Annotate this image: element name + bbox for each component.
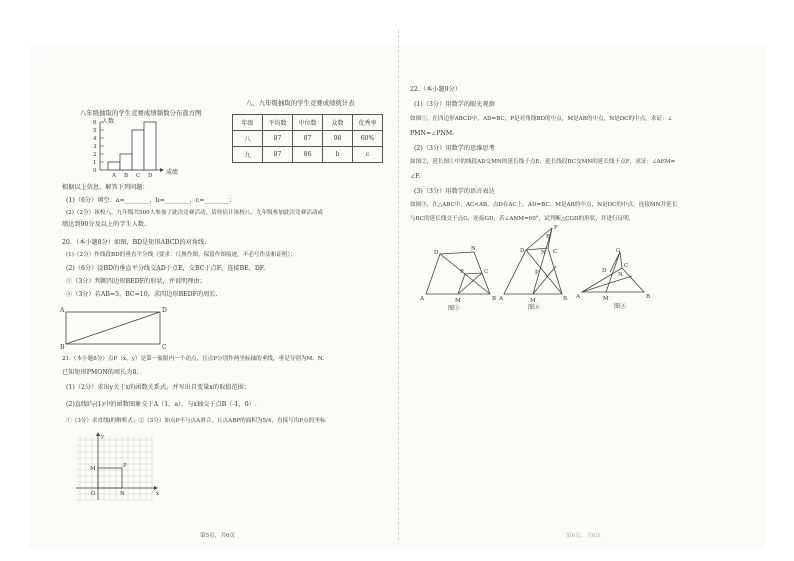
q22-section1-text: 如图①，在四边形ABCD中，AD=BC，P是对角线BD的中点，M是AB的中点，N是DC的中点，求证：∠ (410, 116, 673, 122)
fig2-label: F (554, 225, 558, 231)
q22-section3: (3)（3分）用数学的语言表达 (414, 188, 495, 195)
fig1-label: D (434, 250, 439, 256)
histogram-bar (132, 130, 144, 170)
fig3-label: B (646, 294, 651, 300)
vertex-label: B (60, 344, 65, 351)
fig3-label: N (618, 272, 623, 278)
q20-part1: (1)（2分）作线段BD的垂直平分线（要求：尺规作图，保留作图痕迹，不必写作法和证明）； (66, 252, 296, 258)
fig2-label: E (546, 234, 551, 240)
q19-part2-cont: 绩达到90分及以上的学生人数. (62, 221, 147, 228)
y-arrow-icon (96, 432, 100, 436)
graph-label: M (90, 466, 96, 472)
histogram-bar (144, 122, 156, 170)
y-tick-label: 4 (93, 136, 97, 142)
stats-table-title: 八、九年级抽取的学生竞赛成绩统计表 (246, 99, 355, 107)
fig2-label: P (535, 270, 539, 276)
table-header-cell: 年级 (233, 115, 263, 131)
table-cell: 98 (323, 131, 353, 147)
table-cell: 86 (293, 147, 323, 163)
x-arrow-icon (154, 486, 158, 490)
q20-part2: (2)（6分）设BD的垂直平分线交AD于点E，交BC于点F，连接BE、DF. (66, 265, 266, 272)
fig2-label: N (541, 250, 546, 256)
q21-part1: (1)（2分）求出y关于x的函数关系式，并写出自变量x的取值范围； (66, 384, 251, 391)
table-cell: 九 (233, 147, 263, 163)
graph-label: P (123, 463, 127, 469)
fig1-label: C (484, 269, 489, 275)
fig3-label: C (624, 263, 629, 269)
q19-part2: (2)（2分）该校八、九年级共500人参加了此次竞赛活动，请你估计该校八、九年级参加此次竞赛活动成 (66, 210, 324, 216)
fig1-label: B (492, 296, 497, 302)
fig1-label: N (471, 246, 476, 252)
fig1-label: M (455, 298, 461, 304)
figure-3 (576, 248, 656, 312)
q19-part1: (1)（6分）填空：a=________，b=________，c=________； (66, 197, 236, 204)
fig1-label: A (420, 296, 424, 302)
page-divider (398, 30, 399, 540)
fig2-label: B (563, 296, 568, 302)
x-category-label: A (112, 173, 116, 179)
x-arrow-icon (160, 168, 164, 172)
q21-part3: ①（3分）求直线l的解析式；②（3分）如点P不与点A重合，且点ABP的面积为5/4，直接写出P点的坐标 (66, 418, 326, 424)
x-category-label: C (136, 173, 141, 179)
y-tick-label: 0 (93, 168, 97, 174)
x-category-label: D (148, 173, 153, 179)
histogram-ylabel: 人数 (102, 118, 115, 125)
graph-label: O (91, 491, 96, 497)
q20-part2a: ①（3分）判断四边形BEDF的形状，并说明理由； (66, 278, 206, 285)
fig2-label: C (553, 249, 558, 255)
fig1-label: P (460, 269, 464, 275)
fig3-label: M (603, 296, 609, 302)
table-header-cell: 众数 (323, 115, 353, 131)
q22-section2: (2)（3分）用数学的思维思考 (414, 145, 495, 152)
histogram-title: 八年级抽取的学生竞赛成绩频数分布直方图 (80, 109, 202, 117)
fig2-label: A (499, 296, 503, 302)
histogram-bar (108, 162, 120, 170)
left-page-footer: 第5页，共6页 (200, 533, 236, 539)
right-page-footer: 第6页，共6页 (566, 533, 602, 539)
q21-part2: (2)直线l与(1)中的函数图象交于A（1，a），与x轴交于点B（-1，0）. (66, 401, 257, 408)
fig2-label: D (520, 248, 525, 254)
table-cell: b (323, 147, 353, 163)
figure-caption: 图③ (614, 303, 627, 310)
graph-label: y (101, 434, 105, 440)
y-tick-label: 2 (93, 152, 97, 158)
table-row (233, 115, 383, 131)
fig3-label: G (616, 248, 621, 254)
histogram-xlabel: 成绩 (166, 169, 179, 176)
histogram-bar (120, 154, 132, 170)
table-header-cell: 平均数 (263, 115, 293, 131)
q22-section2-text: 如图②，延长图①中的线段AD交MN的延长线于点E，延长线段BC交MN的延长线于点F，求证：∠AEM= (410, 159, 676, 165)
graph-label: x (156, 491, 160, 497)
figure-1 (418, 240, 508, 312)
y-tick-label: 6 (93, 120, 97, 126)
figure-caption: 图② (528, 304, 541, 311)
stats-table (232, 114, 383, 163)
table-cell: 87 (293, 131, 323, 147)
q21-title-cont: 已知矩形PMON的周长为8. (62, 369, 139, 376)
coordinate-grid-figure (72, 432, 162, 504)
rectangle-figure (58, 306, 168, 350)
figure-2 (498, 222, 578, 312)
table-row (233, 147, 383, 163)
q22-section1: (1)（3分）用数学的眼光观察 (414, 101, 495, 108)
figure-caption: 图① (448, 305, 461, 312)
vertex-label: A (60, 307, 65, 314)
q21-title: 21.（本小题8分）点P（x，y）是第一象限内一个动点，且点P分别作两坐标轴的垂线，垂足分别为M、N. (62, 356, 325, 362)
q20-part2b: ②（3分）若AB=5，BC=10，求四边形BEDF的周长. (66, 291, 218, 298)
table-row (233, 131, 383, 147)
q22-section3-text-cont: 与BC的延长线交于点G，连接GD，若∠ANM=60°，试判断△CGD的形状，并进行证明. (410, 216, 631, 222)
table-cell: c (353, 147, 383, 163)
table-cell: 八 (233, 131, 263, 147)
y-tick-label: 1 (93, 160, 97, 166)
frequency-histogram (88, 118, 208, 180)
fig2-label: M (530, 298, 536, 304)
q22-section1-text-cont: PMN=∠PNM. (410, 130, 455, 137)
q22-section2-text-cont: ∠F. (410, 173, 421, 180)
q22-title: 22.（本小题9分） (410, 86, 461, 93)
y-tick-label: 3 (93, 144, 97, 150)
vertex-label: D (162, 307, 167, 314)
y-tick-label: 5 (93, 128, 97, 134)
table-cell: 87 (263, 131, 293, 147)
x-category-label: B (124, 173, 129, 179)
q20-title: 20．（本小题8分）如图，BD是矩形ABCD的对角线. (62, 239, 207, 246)
fig3-label: D (602, 268, 607, 274)
fig3-label: A (576, 294, 580, 300)
graph-label: N (120, 491, 125, 497)
table-header-cell: 中位数 (293, 115, 323, 131)
table-cell: 87 (263, 147, 293, 163)
q19-intro: 根据以上信息，解答下列问题： (62, 184, 149, 191)
vertex-label: C (162, 344, 167, 351)
q22-section3-text: 如图③，在△ABC中，AC<AB，点D在AC上，AD=BC，M是AB的中点，N是DC的中点，连接MN并延长 (410, 202, 678, 208)
table-cell: 60% (353, 131, 383, 147)
table-header-cell: 优秀率 (353, 115, 383, 131)
